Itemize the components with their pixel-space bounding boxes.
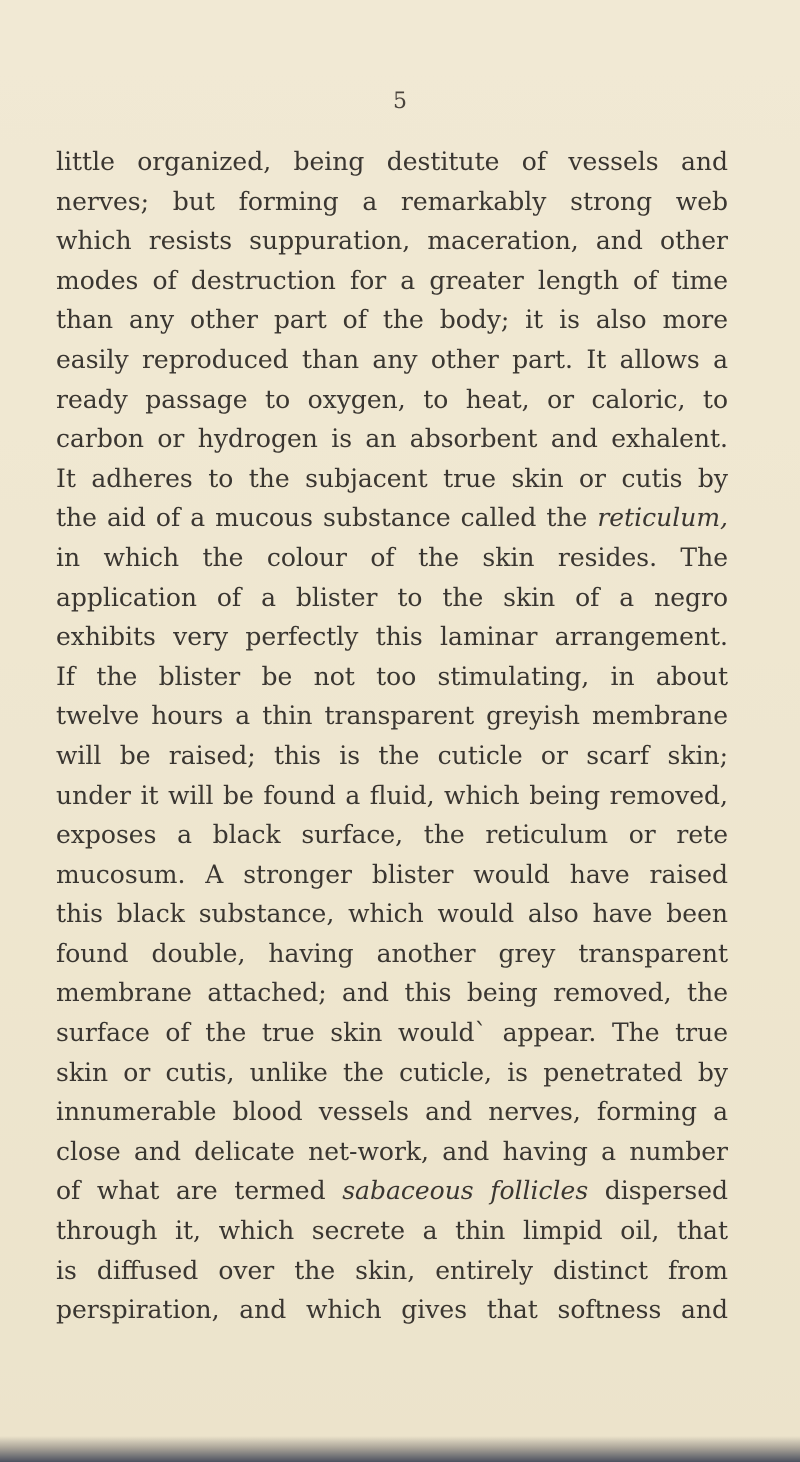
text-line [56,1132,728,1172]
text-line [56,1053,728,1093]
text-segment: under it will be found a fluid, which being removed, [56,780,728,810]
text-line [56,934,728,974]
text-segment: exposes a black surface, the reticulum or rete [56,820,728,850]
text-segment: found double, having another grey transparent [56,938,728,968]
text-line [56,894,728,934]
text-segment: It adheres to the subjacent true skin or cutis by [56,463,728,493]
text-line [56,380,728,420]
text-segment: easily reproduced than any other part. It allows a [56,344,728,374]
text-line [56,538,728,578]
text-segment: ready passage to oxygen, to heat, or caloric, to [56,384,728,414]
text-line [56,1251,728,1291]
body-text [56,142,728,1330]
text-line [56,696,728,736]
text-segment: modes of destruction for a greater length of time [56,265,728,295]
text-line [56,300,728,340]
text-segment: close and delicate net-work, and having a number [56,1136,728,1166]
text-segment: through it, which secrete a thin limpid oil, that [56,1216,728,1246]
text-line [56,973,728,1013]
text-segment: little organized, being destitute of vessels and [56,147,728,176]
text-segment: carbon or hydrogen is an absorbent and exhalent. [56,424,728,454]
text-line [56,815,728,855]
text-segment: twelve hours a thin transparent greyish membrane [56,701,728,731]
text-line [56,578,728,618]
text-segment: skin or cutis, unlike the cuticle, is penetrated by [56,1057,728,1087]
text-segment: in which the colour of the skin resides. The [56,542,728,572]
italic-term: reticulum, [597,503,728,533]
text-line [56,657,728,697]
text-segment: dispersed [588,1176,728,1206]
text-line [56,1211,728,1251]
text-segment: is diffused over the skin, entirely distinct from [56,1255,728,1285]
text-segment: which resists suppuration, maceration, and other [56,226,728,256]
text-segment: surface of the true skin would` appear. The true [56,1018,728,1048]
text-segment: mucosum. A stronger blister would have raised [56,859,728,889]
page-number: 5 [393,89,407,114]
text-line [56,1290,728,1330]
text-line [56,1092,728,1132]
text-line [56,1171,728,1211]
text-segment: application of a blister to the skin of a negro [56,582,728,612]
text-line [56,459,728,499]
text-segment: will be raised; this is the cuticle or scarf skin; [56,740,728,770]
text-segment: this black substance, which would also have been [56,899,728,929]
text-line [56,498,728,538]
text-line [56,261,728,301]
text-line [56,221,728,261]
text-segment: perspiration, and which gives that softness and [56,1295,728,1325]
text-line [56,419,728,459]
text-segment: If the blister be not too stimulating, in about [56,661,728,691]
page-bottom-edge [0,1436,800,1462]
text-line [56,182,728,222]
text-segment: exhibits very perfectly this laminar arrangement. [56,622,728,652]
text-line [56,1013,728,1053]
text-segment: nerves; but forming a remarkably strong web [56,186,728,216]
text-segment: of what are termed [56,1176,343,1206]
text-line [56,617,728,657]
text-line [56,776,728,816]
italic-term: sabaceous follicles [342,1176,589,1206]
text-segment: innumerable blood vessels and nerves, forming a [56,1097,728,1127]
text-line [56,855,728,895]
text-segment: than any other part of the body; it is also more [56,305,728,335]
text-line [56,736,728,776]
text-line [56,142,728,182]
text-segment: membrane attached; and this being removed, the [56,978,728,1008]
text-segment: the aid of a mucous substance called the [56,503,598,533]
text-line [56,340,728,380]
